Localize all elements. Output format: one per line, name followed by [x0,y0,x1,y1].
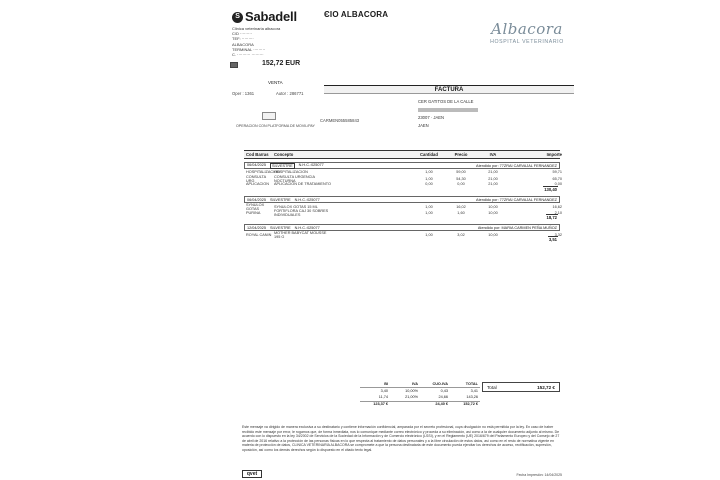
cell: MOTHER BABYCAT MOUSSE 195 G [274,231,327,239]
invoice-document [226,0,582,480]
col-header: Cod Barras [246,152,269,157]
customer-line: CER GATITOS DE LA CALLE [418,99,474,104]
tax-cell: 0,43 [440,388,448,393]
cell: 59,00 [456,170,466,174]
cell: 10,00 [488,205,498,209]
subtotal-value: 130,40 [544,187,557,192]
customer-line: 23007 · JAEN [418,115,445,120]
group-header [244,196,560,203]
group-subtotal [244,187,560,193]
tax-cell: 24,66 [438,395,448,400]
cell: 1,00 [425,233,433,237]
tax-cell: 21,00% [405,395,418,400]
receipt-line: TEF: ········· [232,36,254,42]
cell: SYNULOX GOTAS [246,203,265,211]
factura-title: FACTURA [324,85,574,94]
subtotal-value: 3,51 [548,237,557,242]
cell: HOSPITALIZACION [246,170,280,174]
tax-cell: 3,41 [470,388,478,393]
total-value: 152,72 € [537,384,555,390]
subtotal-value: 18,72 [546,215,557,220]
cell: PURINA [246,211,261,215]
cell: 21,00 [488,177,498,181]
items-table [244,150,560,243]
tax-total-row [360,401,480,408]
group-attended: Atendido por: 77ZRAI CARVAJAL FERNANDEZ [476,197,557,202]
cell: 3,02 [457,233,465,237]
tax-cell: 143,26 [466,395,478,400]
cell: 54,30 [456,177,466,181]
customer-code: CARMEN055585843 [320,118,360,123]
sabadell-circle-icon: S [232,12,243,23]
cell: 1,00 [425,211,433,215]
cell: APLICACION [246,182,269,186]
customer-line: JAEN [418,123,429,128]
cell: 65,70 [552,177,562,181]
cell: HOSPITALIZACION [274,170,308,174]
col-header: Precio [454,152,468,157]
cell: 0,00 [457,182,465,186]
total-box [482,382,560,392]
group-patient: SILVESTRE [272,163,293,168]
print-date: Fecha Impresión: 14/04/2025 [516,473,562,477]
clinic-name: ЄIO ALBACORA [324,10,389,19]
cell: APLICACION DE TRATAMIENTO [274,182,331,186]
tax-cell: 3,40 [380,388,388,393]
col-header: IVA [489,152,497,157]
receipt-line: C/D ········· [232,31,252,37]
cell: 21,00 [488,170,498,174]
cell: 10,00 [488,233,498,237]
receipt-line: C. ·········· ········· [232,52,264,58]
tax-cell: 10,00% [405,388,418,393]
tax-cell: 24,40 € [435,402,448,407]
group-date: 12/04/2025 [247,225,267,230]
tax-col: CUO.IVA [432,381,448,386]
cell: 16,62 [552,205,562,209]
tax-cell: 11,74 [378,395,388,400]
cell: 1,00 [425,177,433,181]
logo-subtitle: HOSPITAL VETERINARIO [490,39,564,45]
items-header [244,150,560,159]
cell: 16,02 [456,205,466,209]
receipt-sign-note: OPERACION CON PLATFORMA DE MOVIL/PAY [236,124,315,128]
group-nhc: N.H.C.:025077 [294,225,320,230]
col-header: Importe [546,152,562,157]
group-date: 06/04/2025 [247,162,267,167]
receipt-line: Clinica veterinaria albacora [232,26,281,31]
contactless-chip-icon [262,112,276,120]
cell: SYNULOX GOTAS 15 ML [274,205,318,209]
tax-summary [360,381,480,407]
brand-name: Sabadell [245,9,297,25]
receipt-amount: 152,72 EUR [262,60,301,68]
receipt-venta: VENTA [268,80,283,85]
group-nhc: N.H.C.:025077 [298,162,324,167]
card-receipt [232,8,322,66]
autor-label: Autor : 286771 [276,91,304,96]
group-nhc: N.H.C.:025077 [294,197,320,202]
cell: 2,10 [554,211,562,215]
receipt-line: ALBACORA [232,41,254,47]
cell: ROYAL CANIN [246,233,272,237]
cell: 1,00 [425,205,433,209]
albacora-logo [484,20,570,45]
redacted-field [418,108,478,112]
cell: 10,00 [488,211,498,215]
cell: 21,00 [488,182,498,186]
logo-name: Albacora [491,20,563,38]
group-attended: Atendido por: 77ZRAI CARVAJAL FERNANDEZ [476,163,557,168]
total-label: Total [487,384,497,390]
cell: CONSULTA URG [246,175,266,183]
cell: 1,00 [425,170,433,174]
cell: 0,00 [425,182,433,186]
card-icon [230,62,238,68]
qvet-logo: qvet [242,470,262,478]
tax-col: BI [384,381,388,386]
group-patient: SILVESTRE [270,197,291,202]
legal-text: Este mensaje va dirigido de manera exclusiva a su destinatario y contiene información confidencial, amparada por el secreto profesional, cuya divulgación no está permitida por la ley. En caso de haber recibido este mensaje por error, le rogamos que, de forma inmediata, nos lo comunique mediante correo electrónico y proceda a su eliminación, así como a la de cualquier documento adjunto al mismo. De acuerdo con lo dispuesto en la ley 34/2002 de Servicios de la Sociedad de la Información y de Comercio electrónico (LSSI), y en el Reglamento (UE) 2016/679 del Parlamento Europeo y del Consejo de 27 de abril de 2016 relativo a la protección de las personas físicas en lo que respecta al tratamiento de datos personales y a la libre circulación de estos datos, así como en el resto de normativa vigente en materia de protección de datos, CLINICA VETERINARIA ALBACORA se compromete a que la persona destinataria de este documento pueda ejercitar los derechos de acceso, rectificación, supresión, oposición, así como los demás derechos según lo dispuesto en el citado texto legal. [242,425,560,452]
tax-cell: 152,72 € [463,402,478,407]
customer-block [418,98,478,130]
col-header: Concepto [274,152,294,157]
receipt-line: TERMINAL ········· [232,46,266,52]
group-header [244,224,560,231]
cell: CONSULTA URGENCIA NOCTURNA [274,175,315,183]
group-patient: SILVESTRE [270,225,291,230]
cell: 59,71 [552,170,562,174]
tax-col: IVA [411,381,418,386]
cell: FORTIFLORA CAJ 30 SOBRES INDIVIDUALES [274,209,329,217]
group-attended: Atendido por: MARIA CARMEN PEÑA MUÑOZ [477,225,557,230]
tax-cell: 123,37 € [373,402,388,407]
cell: 3,32 [554,233,562,237]
cell: 1,60 [457,211,465,215]
cell: 0,00 [554,182,562,186]
group-header [244,162,560,169]
col-header: Cantidad [420,152,438,157]
group-date: 06/04/2025 [247,197,267,202]
sabadell-brand [232,8,322,26]
oper-label: Oper : 1361 [232,91,255,96]
tax-col: TOTAL [465,381,478,386]
